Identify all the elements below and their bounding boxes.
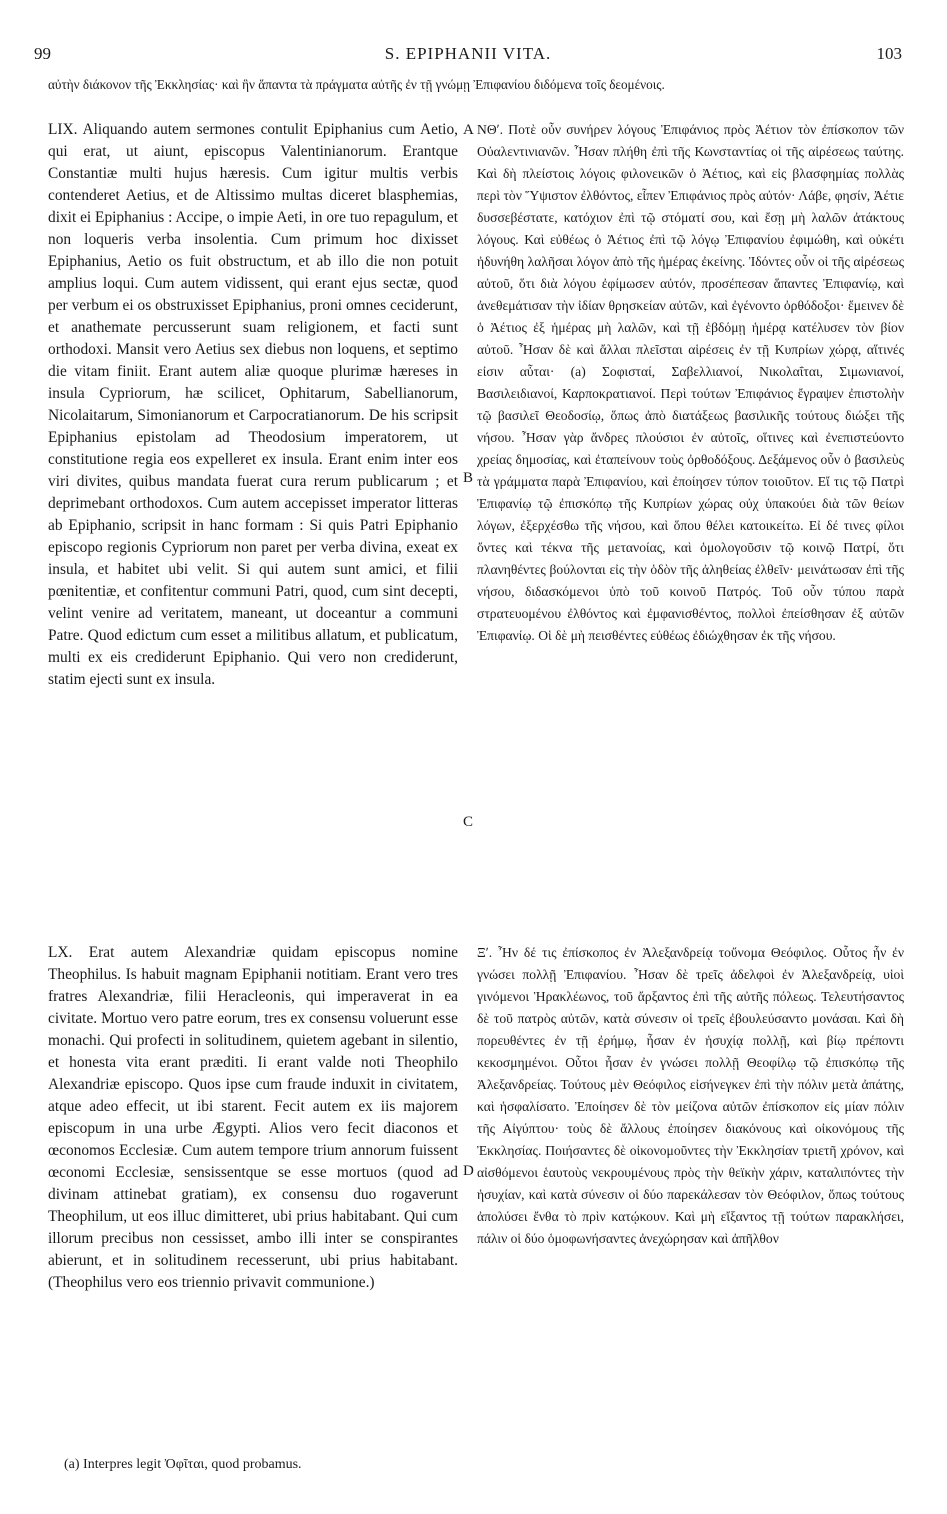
latin-chapter-59: [48, 119, 458, 691]
margin-marker-c: C: [463, 814, 474, 830]
latin-chapter-60: [48, 942, 458, 1294]
greek-intro-line: αὐτὴν διάκονον τῆς Ἐκκλησίας· καὶ ἣν ἅπαντα τὰ πράγματα αὐτῆς ἐν τῇ γνώμῃ Ἐπιφανίου διδόμενα τοῖς δεομένοις.: [48, 77, 665, 92]
margin-marker-a: A: [463, 122, 474, 138]
greek-chapter-60-text: Ξʹ. Ἦν δέ τις ἐπίσκοπος ἐν Ἀλεξανδρείᾳ τοὔνομα Θεόφιλος. Οὗτος ἦν ἐν γνώσει πολλῇ Ἐπιφανίου. Ἦσαν δὲ τρεῖς ἀδελφοὶ ἐν Ἀλεξανδρείᾳ, υἱοὶ γινόμενοι Ἡρακλέωνος, τοῦ ἄρξαντος ἐπὶ τῆς αὐτῆς πόλεως. Τελευτήσαντος δὲ τοῦ πατρὸς αὐτῶν, κατὰ σύνεσιν οἱ τρεῖς ἐβουλεύσαντο μονάσαι. Καὶ δὴ πορευθέντες ἐν τῇ ἐρήμῳ, ἦσαν ἐν ἡσυχίᾳ πολλῇ, καὶ βίῳ πρέποντι κεκοσμημένοι. Οὗτοι ἦσαν ἐν γνώσει πολλῇ Θεοφίλῳ τῷ ἐπισκόπῳ τῆς Ἀλεξανδρείας. Τούτους μὲν Θεόφιλος εἰσήνεγκεν ἐπὶ τὴν πόλιν μετὰ ἀπάτης, καὶ ἠσφαλίσατο. Ἐποίησεν δὲ τὸν μείζονα αὐτῶν ἐπίσκοπον εἰς μίαν πόλιν τῆς Αἰγύπτου· τοὺς δὲ ἄλλους ἐποίησεν διακόνους καὶ οἰκονόμους τῆς Ἐκκλησίας. Ποιήσαντες δὲ οἰκονομοῦντες τὴν Ἐκκλησίαν τριετῆ χρόνον, καὶ αἰσθόμενοι ἑαυτοὺς νεκρουμένους πρὸς τὴν θεϊκὴν χάριν, καταλιπόντες τὴν ἡσυχίαν, καὶ κατὰ σύνεσιν οἱ δύο παρεκάλεσαν τὸν Θεόφιλον, ὅπως τούτους ἀπολύσει ἔνθα τὸ πρὶν κατῴκουν. Καὶ μὴ εἴξαντος τῇ τούτων παρακλήσει, πάλιν οἱ δύο ὁμοφωνήσαντες ἀνεχώρησαν καὶ ἀπῆλθον: [477, 945, 904, 1246]
greek-chapter-60: [477, 942, 904, 1250]
greek-chapter-59-text: ΝΘʹ. Ποτὲ οὖν συνήρεν λόγους Ἐπιφάνιος πρὸς Ἀέτιον τὸν ἐπίσκοπον τῶν Οὐαλεντινιανῶν. Ἦσαν πλήθη ἐπὶ τῆς Κωνσταντίας οἱ τῆς αἱρέσεως ταύτης. Καὶ δὴ πλείστοις λόγοις φιλονεικῶν ὁ Ἀέτιος, καὶ εἰς βλασφημίας πολλὰς περὶ τὸν Ὕψιστον ἐλθόντος, εἶπεν Ἐπιφάνιος πρὸς αὐτόν· Λάβε, φησίν, Ἀέτιε δυσσεβέστατε, κατόχιον ἐπὶ τῷ στόματί σου, καὶ ἔσῃ μὴ λαλῶν ἀτάκτους λόγους. Καὶ εὐθέως ὁ Ἀέτιος ἐπὶ τῷ λόγῳ Ἐπιφανίου ἐφιμώθη, καὶ οὐκέτι ἠδυνήθη λαλῆσαι λόγον ἀπὸ τῆς ἡμέρας ἐκείνης. Ἰδόντες οὖν οἱ τῆς αἱρέσεως αὐτοῦ, ὅτι διὰ λόγου ἐφίμωσεν αὐτόν, προσέπεσαν ἅπαντες Ἐπιφανίῳ, καὶ ἀνεθεμάτισαν τὴν ἰδίαν θρησκείαν αὐτῶν, καὶ ἐγένοντο ὀρθόδοξοι· ἔμεινεν δὲ ὁ Ἀέτιος ἐξ ἡμέρας μὴ λαλῶν, καὶ τῇ ἑβδόμῃ ἡμέρᾳ κατέλυσεν τὸν βίον αὐτοῦ. Ἦσαν δὲ καὶ ἄλλαι πλεῖσται αἱρέσεις ἐν τῇ Κυπρίων χώρᾳ, αἵτινές εἰσιν αὗται· (a) Σοφισταί, Σαβελλιανοί, Νικολαΐται, Σιμωνιανοί, Βασιλειδιανοί, Καρποκρατιανοί. Περὶ τούτων Ἐπιφάνιος ἔγραψεν ἐπιστολὴν τῷ βασιλεῖ Θεοδοσίῳ, ὅπως ἀπὸ διατάξεως βασιλικῆς τούτους διώξει τῆς νήσου. Ἦσαν γὰρ ἄνδρες πλούσιοι ἐν αὐτοῖς, οἵτινες καὶ ἐνεπιστεύοντο χρείας δημοσίας, καὶ ἐταπείνουν τοὺς ὀρθοδόξους. Δεξάμενος οὖν ὁ βασιλεὺς τὰ γράμματα παρὰ Ἐπιφανίου, καὶ ἐποίησεν τύπον τοιοῦτον. Εἴ τις τῷ Πατρὶ Ἐπιφανίῳ τῷ ἐπισκόπῳ τῆς Κυπρίων χώρας οὐχ ὑπακούει διὰ τῶν θείων λόγων, ἐξερχέσθω τῆς νήσου, καὶ ὅπου θέλει κατοικείτω. Εἰ δέ τινες φίλοι ὄντες καὶ τέκνα τῆς μετανοίας, καὶ ὁμολογοῦσιν τῷ κοινῷ Πατρί, ὅτι πλανηθέντες βούλονται εἰς τὴν ὁδὸν τῆς ἀληθείας ἐλθεῖν· μεινάτωσαν ἐπὶ τῆς νήσου, διδασκόμενοι ὑπὸ τοῦ κοινοῦ Πατρός. Τοῦ οὖν τύπου παρὰ στρατευομένου ἐλθόντος καὶ ἐμφανισθέντος, πολλοὶ ἐπείσθησαν ἐξ αὐτῶν Ἐπιφανίῳ. Οἱ δὲ μὴ πεισθέντες εὐθέως ἐδιώχθησαν ἐκ τῆς νήσου.: [477, 122, 904, 643]
margin-marker-b: B: [463, 470, 474, 486]
latin-chapter-59-text: LIX. Aliquando autem sermones contulit Epiphanius cum Aetio, qui erat, ut aiunt, episcopus Valentinianorum. Erantque Constantiæ multi hujus hæresis. Cum igitur multis verbis contenderet Aetius, et de Altissimo multas diceret blasphemias, dixit ei Epiphanius : Accipe, o impie Aeti, in ore tuo repagulum, et non loqueris verba insolentia. Cum primum hoc dixisset Epiphanius, Aetio os fuit obstructum, et ab illo die non potuit amplius loqui. Cum autem vidissent, qui erant ejus sectæ, quod per verbum ei os obstruxisset Epiphanius, proni omnes ceciderunt, et anathemate percusserunt suam religionem, et facti sunt orthodoxi. Mansit vero Aetius sex diebus non loquens, et septimo die vitam finiit. Erant autem aliæ quoque plurimæ hæreses in insula Cypriorum, hæ scilicet, Ophitarum, Sabellianorum, Nicolaitarum, Simonianorum et Carpocratianorum. De his scripsit Epiphanius epistolam ad Theodosium imperatorem, ut constitutione regia eos expelleret ex insula. Erant enim inter eos viri divites, quibus mandata fuerat cura rerum publicarum ; et deprimebant orthodoxos. Cum autem accepisset imperator litteras ab Epiphanio, scripsit in hanc formam : Si quis Patri Epiphanio episcopo regionis Cypriorum non paret per verba divina, exeat ex insula, et habitet ubi velit. Si qui autem sunt amici, et filii pœnitentiæ, et confitentur communi Patri, quod, cum sint decepti, velint venire ad veritatem, maneant, ut doceantur a communi Patre. Quod edictum cum esset a militibus allatum, et publicatum, multi ex eis crediderunt Epiphanio. Qui vero non crediderunt, statim ejecti sunt ex insula.: [48, 121, 458, 688]
page-number-right: 103: [876, 44, 902, 63]
page-number-left: 99: [34, 44, 51, 63]
greek-chapter-59: [477, 119, 904, 647]
page-header: [34, 44, 902, 70]
margin-marker-d: D: [463, 1163, 474, 1179]
latin-chapter-60-text: LX. Erat autem Alexandriæ quidam episcopus nomine Theophilus. Is habuit magnam Epiphanii notitiam. Erant vero tres fratres Alexandriæ, filii Heracleonis, qui imperaverat in ea civitate. Mortuo vero patre eorum, tres ex consensu voluerunt esse monachi. Qui profecti in solitudinem, quietem agebant in silentio, et honesta vita erant præditi. Ii erant valde noti Theophilo Alexandriæ episcopo. Quos ipse cum fraude induxit in civitatem, atque adeo effecit, ut ibi starent. Fecit autem ex iis majorem episcopum in una urbe Ægypti. Alios vero fecit diaconos et œconomos Ecclesiæ. Cum autem tempore trium annorum fuissent œconomi Ecclesiæ, sensissentque se esse mortuos (quod ad divinam attinebat gratiam), ex consensu duo rogaverunt Theophilum, ut eos illuc dimitteret, ubi prius habitabant. Qui cum illorum precibus non cessisset, ambo illi inter se conspirantes abierunt, et in solitudinem recesserunt, ubi prius habitabant. (Theophilus vero eos triennio privavit communione.): [48, 944, 458, 1291]
footnote: (a) Interpres legit Ὀφῖται, quod probamus.: [64, 1457, 302, 1472]
running-title: S. EPIPHANII VITA.: [384, 44, 552, 63]
